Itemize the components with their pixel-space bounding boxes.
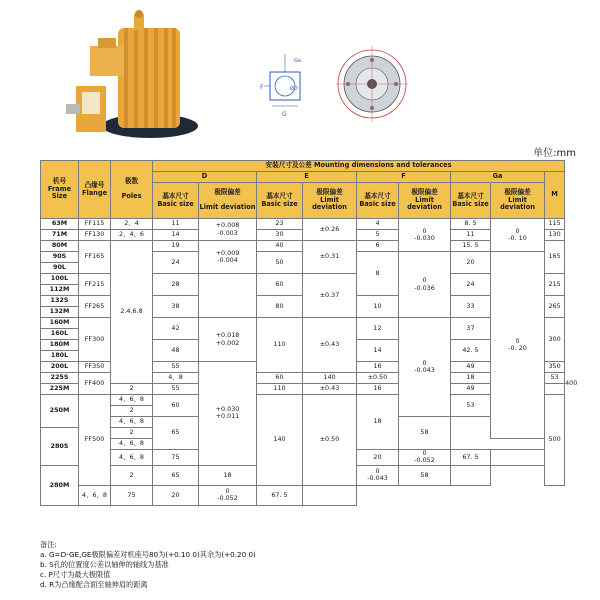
table-cell: 140 xyxy=(303,373,357,384)
table-cell: 4、6、8 xyxy=(111,417,153,428)
table-cell: 49 xyxy=(451,384,491,395)
table-cell: 42 xyxy=(153,318,199,340)
motor-photo xyxy=(64,8,200,142)
table-row xyxy=(41,395,565,406)
table-cell: 80 xyxy=(257,296,303,318)
table-cell: 90L xyxy=(41,263,79,274)
table-cell: 42. 5 xyxy=(451,340,491,362)
table-cell xyxy=(303,485,357,505)
drawing-label-g: G xyxy=(282,111,287,118)
header-ga-limit: 极限偏差 Limit deviation xyxy=(491,183,545,219)
header-e: E xyxy=(257,172,357,183)
table-row xyxy=(41,384,565,395)
unit-label: 单位:mm xyxy=(533,148,576,159)
table-cell: 4 xyxy=(357,219,399,230)
table-row xyxy=(41,241,565,252)
table-cell: 500 xyxy=(545,395,565,486)
table-cell: 0 -0. 10 xyxy=(491,219,545,252)
note-b: b. S孔的位置度公差以轴伸的轴线为基准 xyxy=(40,560,169,569)
table-cell: 16 xyxy=(357,384,399,395)
table-cell: ±0.50 xyxy=(303,395,357,486)
table-cell: 65 xyxy=(153,417,199,450)
table-cell: 265 xyxy=(545,296,565,318)
table-cell: 2、4、6 xyxy=(111,230,153,241)
table-cell: 8 xyxy=(357,252,399,296)
drawing-label-f: F xyxy=(260,84,264,91)
table-cell: ±0.37 xyxy=(303,274,357,318)
table-cell: 180M xyxy=(41,340,79,351)
table-cell: 14 xyxy=(153,230,199,241)
table-cell: ±0.50 xyxy=(357,373,399,384)
header-f-limit: 极限偏差 Limit deviation xyxy=(399,183,451,219)
table-cell: FF265 xyxy=(79,296,111,318)
table-cell: 115 xyxy=(545,219,565,230)
table-cell: 20 xyxy=(153,485,199,505)
table-cell: 2、4 xyxy=(111,219,153,230)
table-cell: ±0.31 xyxy=(303,241,357,274)
header-poles: 极数 Poles xyxy=(111,161,153,219)
table-cell: 16 xyxy=(357,362,399,373)
table-cell: 60 xyxy=(257,373,303,384)
header-f: F xyxy=(357,172,451,183)
table-cell: 18 xyxy=(357,395,399,450)
table-cell: 50 xyxy=(257,252,303,274)
header-ga-basic: 基本尺寸 Basic size xyxy=(451,183,491,219)
table-cell: 2 xyxy=(111,428,153,439)
table-cell: 55 xyxy=(153,362,199,373)
header-e-basic: 基本尺寸 Basic size xyxy=(257,183,303,219)
table-cell: 350 xyxy=(545,362,565,373)
table-cell: 40 xyxy=(257,241,303,252)
header-mounting: 安装尺寸及公差 Mounting dimensions and tolerances xyxy=(153,161,565,172)
table-cell xyxy=(199,274,257,318)
table-cell: 160M xyxy=(41,318,79,329)
table-cell: 30 xyxy=(257,230,303,241)
table-cell: 38 xyxy=(153,296,199,318)
table-cell: 12 xyxy=(357,318,399,340)
table-cell: 18 xyxy=(199,465,257,485)
table-row: 225S FF400 4、8 60 140 ±0.50 18 53 400 xyxy=(41,373,565,384)
shaft-end-drawing xyxy=(254,48,318,122)
table-cell: 4、6、8 xyxy=(111,450,153,466)
table-cell: 63M xyxy=(41,219,79,230)
header-flange: 凸缘号 Flange xyxy=(79,161,111,219)
table-cell: ±0.26 xyxy=(303,219,357,241)
table-cell: FF165 xyxy=(79,241,111,274)
table-cell: 250M xyxy=(41,395,79,428)
table-cell: 200L xyxy=(41,362,79,373)
table-cell: 14 xyxy=(357,340,399,362)
table-cell: 110 xyxy=(257,384,303,395)
table-row xyxy=(41,219,565,230)
table-cell: 55 xyxy=(153,384,199,395)
table-cell: 11 xyxy=(153,219,199,230)
header-f-basic: 基本尺寸 Basic size xyxy=(357,183,399,219)
table-cell: 33 xyxy=(451,296,491,318)
table-cell: FF215 xyxy=(79,274,111,296)
table-cell: 110 xyxy=(257,318,303,373)
note-c: c. P尺寸为最大极限值 xyxy=(40,570,111,579)
header-d: D xyxy=(153,172,257,183)
table-cell: FF300 xyxy=(79,318,111,362)
flange-face-drawing xyxy=(332,40,412,124)
table-cell: FF115 xyxy=(79,219,111,230)
table-cell: 5 xyxy=(357,230,399,241)
table-cell: 18 xyxy=(451,373,491,384)
table-cell: 140 xyxy=(257,395,303,486)
table-cell: 60 xyxy=(257,274,303,296)
table-cell: 8. 5 xyxy=(451,219,491,230)
table-cell: 130 xyxy=(545,230,565,241)
notes-title: 备注: xyxy=(40,540,57,549)
header-m: M xyxy=(545,172,565,219)
table-cell: 100L xyxy=(41,274,79,285)
note-a: a. G=D-GE,GE极限偏差对机座号80为(+0.10 0)其余为(+0.20 0) xyxy=(40,550,256,559)
table-cell: 58 xyxy=(399,417,451,450)
drawing-label-ga: Ga xyxy=(294,58,301,64)
table-cell: 24 xyxy=(153,252,199,274)
table-cell: 2 xyxy=(111,406,153,417)
table-cell: 2 xyxy=(111,465,153,485)
table-cell: 19 xyxy=(153,241,199,252)
table-cell: 67. 5 xyxy=(451,450,491,466)
table-cell: 165 xyxy=(545,241,565,274)
table-cell: 300 xyxy=(545,318,565,362)
table-cell: 49 xyxy=(451,362,491,373)
table-cell: 20 xyxy=(451,252,491,274)
table-cell: 20 xyxy=(357,450,399,466)
table-cell: 0 -0.043 xyxy=(399,318,451,417)
table-cell xyxy=(451,465,491,485)
table-cell: 65 xyxy=(153,465,199,485)
table-cell: 4、6、8 xyxy=(111,395,153,406)
drawing-label-od: ØD xyxy=(290,86,298,92)
table-cell: ±0.43 xyxy=(303,318,357,373)
table-cell: 112M xyxy=(41,285,79,296)
table-cell: 6 xyxy=(357,241,399,252)
table-cell: 15. 5 xyxy=(451,241,491,252)
table-cell: 0 -0.052 xyxy=(399,450,451,466)
table-cell: 180L xyxy=(41,351,79,362)
table-cell: 0 -0.043 xyxy=(357,465,399,485)
table-cell: 24 xyxy=(451,274,491,296)
table-cell: 225M xyxy=(41,384,79,395)
table-cell: ±0.43 xyxy=(303,384,357,395)
table-cell: 11 xyxy=(451,230,491,241)
table-cell: 0 -0.036 xyxy=(399,252,451,318)
table-cell: 37 xyxy=(451,318,491,340)
table-cell: FF500 xyxy=(79,395,111,486)
table-cell: 4、6、8 xyxy=(111,439,153,450)
table-cell: +0.008 -0.003 xyxy=(199,219,257,241)
table-cell: 71M xyxy=(41,230,79,241)
table-cell: FF350 xyxy=(79,362,111,373)
table-cell: 60 xyxy=(153,395,199,417)
table-cell: +0.018 +0.002 xyxy=(199,318,257,362)
table-cell: 225S xyxy=(41,373,79,384)
table-cell: +0.009 -0.004 xyxy=(199,241,257,274)
table-cell xyxy=(491,450,545,466)
table-cell: 0 -0.052 xyxy=(199,485,257,505)
table-cell: 280S xyxy=(41,428,79,466)
table-cell: 280M xyxy=(41,465,79,505)
header-e-limit: 极限偏差 Limit deviation xyxy=(303,183,357,219)
table-cell: 53 xyxy=(545,373,565,384)
table-cell: 215 xyxy=(545,274,565,296)
table-cell: 58 xyxy=(399,465,451,485)
table-cell: FF400 xyxy=(79,373,111,395)
table-cell: 0 -0.030 xyxy=(399,219,451,252)
table-cell: 28 xyxy=(153,274,199,296)
table-cell: 75 xyxy=(153,450,199,466)
table-cell: 132S xyxy=(41,296,79,307)
table-cell: 80M xyxy=(41,241,79,252)
table-cell: 4、6、8 xyxy=(79,485,111,505)
table-cell: 48 xyxy=(153,340,199,362)
mounting-dimensions-table xyxy=(40,160,578,506)
table-cell: 132M xyxy=(41,307,79,318)
note-d: d. R为凸缘配合面至轴伸肩的距离 xyxy=(40,580,148,589)
table-cell: +0.030 +0.011 xyxy=(199,362,257,466)
table-cell: 23 xyxy=(257,219,303,230)
notes-section xyxy=(40,540,256,590)
table-cell: FF130 xyxy=(79,230,111,241)
table-cell: 53 xyxy=(451,395,491,417)
header-ga: Ga xyxy=(451,172,545,183)
table-cell: 2.4.6.8 xyxy=(111,241,153,384)
table-row xyxy=(41,485,565,505)
table-cell: 75 xyxy=(111,485,153,505)
table-cell: 4、8 xyxy=(153,373,199,384)
table-cell: 90S xyxy=(41,252,79,263)
table-cell: 160L xyxy=(41,329,79,340)
header-d-limit: 极限偏差 Limit deviation xyxy=(199,183,257,219)
table-cell: 10 xyxy=(357,296,399,318)
table-cell: 67. 5 xyxy=(257,485,303,505)
header-d-basic: 基本尺寸 Basic size xyxy=(153,183,199,219)
table-cell: 2 xyxy=(111,384,153,395)
header-frame: 机号 Frame Size xyxy=(41,161,79,219)
table-cell: 0 -0. 20 xyxy=(491,252,545,439)
